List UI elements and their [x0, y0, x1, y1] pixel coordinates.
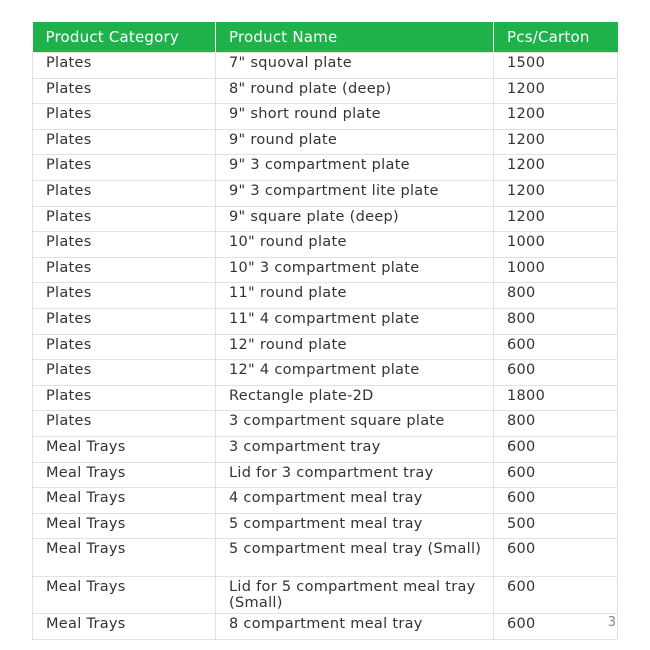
- cell-product-name: 9" square plate (deep): [216, 206, 494, 232]
- header-product-category: Product Category: [33, 22, 216, 53]
- cell-pcs-carton: 1500: [494, 53, 618, 79]
- table-row: [33, 334, 618, 360]
- cell-product-name: 9" 3 compartment plate: [216, 155, 494, 181]
- cell-pcs-carton: 600: [494, 576, 618, 614]
- table-row: [33, 539, 618, 577]
- cell-pcs-carton: 1200: [494, 129, 618, 155]
- cell-pcs-carton: 1800: [494, 385, 618, 411]
- cell-product-category: Plates: [33, 129, 216, 155]
- table-row: [33, 53, 618, 79]
- cell-product-category: Meal Trays: [33, 539, 216, 577]
- cell-product-category: Meal Trays: [33, 462, 216, 488]
- cell-product-name: 9" 3 compartment lite plate: [216, 180, 494, 206]
- cell-product-category: Plates: [33, 360, 216, 386]
- product-table: [32, 22, 618, 640]
- cell-pcs-carton: 800: [494, 411, 618, 437]
- table-body: [33, 53, 618, 640]
- cell-product-name: 5 compartment meal tray: [216, 513, 494, 539]
- cell-product-name: 4 compartment meal tray: [216, 488, 494, 514]
- cell-product-name: 12" round plate: [216, 334, 494, 360]
- cell-product-name: 8 compartment meal tray: [216, 614, 494, 640]
- table-row: [33, 360, 618, 386]
- table-row: [33, 78, 618, 104]
- table-row: [33, 180, 618, 206]
- cell-product-category: Plates: [33, 104, 216, 130]
- cell-pcs-carton: 1200: [494, 180, 618, 206]
- cell-pcs-carton: 600: [494, 360, 618, 386]
- table-row: [33, 488, 618, 514]
- cell-pcs-carton: 1200: [494, 104, 618, 130]
- cell-pcs-carton: 600: [494, 462, 618, 488]
- table-row: [33, 283, 618, 309]
- cell-product-category: Plates: [33, 155, 216, 181]
- cell-pcs-carton: 1200: [494, 78, 618, 104]
- cell-product-category: Plates: [33, 180, 216, 206]
- table-header: [33, 22, 618, 53]
- cell-product-name: 11" round plate: [216, 283, 494, 309]
- cell-product-name: 12" 4 compartment plate: [216, 360, 494, 386]
- header-product-name: Product Name: [216, 22, 494, 53]
- cell-product-name: 7" squoval plate: [216, 53, 494, 79]
- cell-product-category: Plates: [33, 78, 216, 104]
- cell-pcs-carton: 800: [494, 283, 618, 309]
- cell-product-name: 3 compartment tray: [216, 436, 494, 462]
- table-row: [33, 206, 618, 232]
- cell-pcs-carton: 600: [494, 614, 618, 640]
- cell-product-category: Meal Trays: [33, 488, 216, 514]
- product-table-container: [32, 22, 617, 640]
- table-row: [33, 308, 618, 334]
- cell-product-name: 8" round plate (deep): [216, 78, 494, 104]
- cell-product-name: 9" short round plate: [216, 104, 494, 130]
- header-row: [33, 22, 618, 53]
- cell-product-name: Rectangle plate-2D: [216, 385, 494, 411]
- table-row: [33, 614, 618, 640]
- table-row: [33, 385, 618, 411]
- page-number: 3: [607, 615, 616, 630]
- cell-pcs-carton: 1200: [494, 206, 618, 232]
- cell-pcs-carton: 500: [494, 513, 618, 539]
- cell-product-category: Meal Trays: [33, 513, 216, 539]
- cell-pcs-carton: 800: [494, 308, 618, 334]
- table-row: [33, 513, 618, 539]
- cell-product-name: Lid for 3 compartment tray: [216, 462, 494, 488]
- table-row: [33, 257, 618, 283]
- cell-product-category: Plates: [33, 257, 216, 283]
- cell-product-name: 5 compartment meal tray (Small): [216, 539, 494, 577]
- header-pcs-carton: Pcs/Carton: [494, 22, 618, 53]
- cell-product-name: 9" round plate: [216, 129, 494, 155]
- cell-product-category: Plates: [33, 334, 216, 360]
- cell-product-category: Plates: [33, 53, 216, 79]
- cell-product-category: Plates: [33, 385, 216, 411]
- cell-product-name: 10" 3 compartment plate: [216, 257, 494, 283]
- table-row: [33, 411, 618, 437]
- cell-product-category: Plates: [33, 308, 216, 334]
- cell-product-name: 10" round plate: [216, 232, 494, 258]
- cell-product-name: 11" 4 compartment plate: [216, 308, 494, 334]
- table-row: [33, 104, 618, 130]
- cell-product-category: Plates: [33, 411, 216, 437]
- cell-product-category: Plates: [33, 206, 216, 232]
- cell-pcs-carton: 600: [494, 436, 618, 462]
- table-row: [33, 232, 618, 258]
- cell-product-category: Meal Trays: [33, 576, 216, 614]
- cell-product-name: 3 compartment square plate: [216, 411, 494, 437]
- table-row: [33, 436, 618, 462]
- cell-product-category: Meal Trays: [33, 436, 216, 462]
- cell-pcs-carton: 1000: [494, 257, 618, 283]
- table-row: [33, 155, 618, 181]
- cell-pcs-carton: 600: [494, 334, 618, 360]
- cell-pcs-carton: 1200: [494, 155, 618, 181]
- table-row: [33, 129, 618, 155]
- table-row: [33, 462, 618, 488]
- cell-product-category: Plates: [33, 283, 216, 309]
- cell-product-name: Lid for 5 compartment meal tray (Small): [216, 576, 494, 614]
- cell-pcs-carton: 1000: [494, 232, 618, 258]
- table-row: [33, 576, 618, 614]
- cell-product-category: Meal Trays: [33, 614, 216, 640]
- cell-product-category: Plates: [33, 232, 216, 258]
- cell-pcs-carton: 600: [494, 488, 618, 514]
- cell-pcs-carton: 600: [494, 539, 618, 577]
